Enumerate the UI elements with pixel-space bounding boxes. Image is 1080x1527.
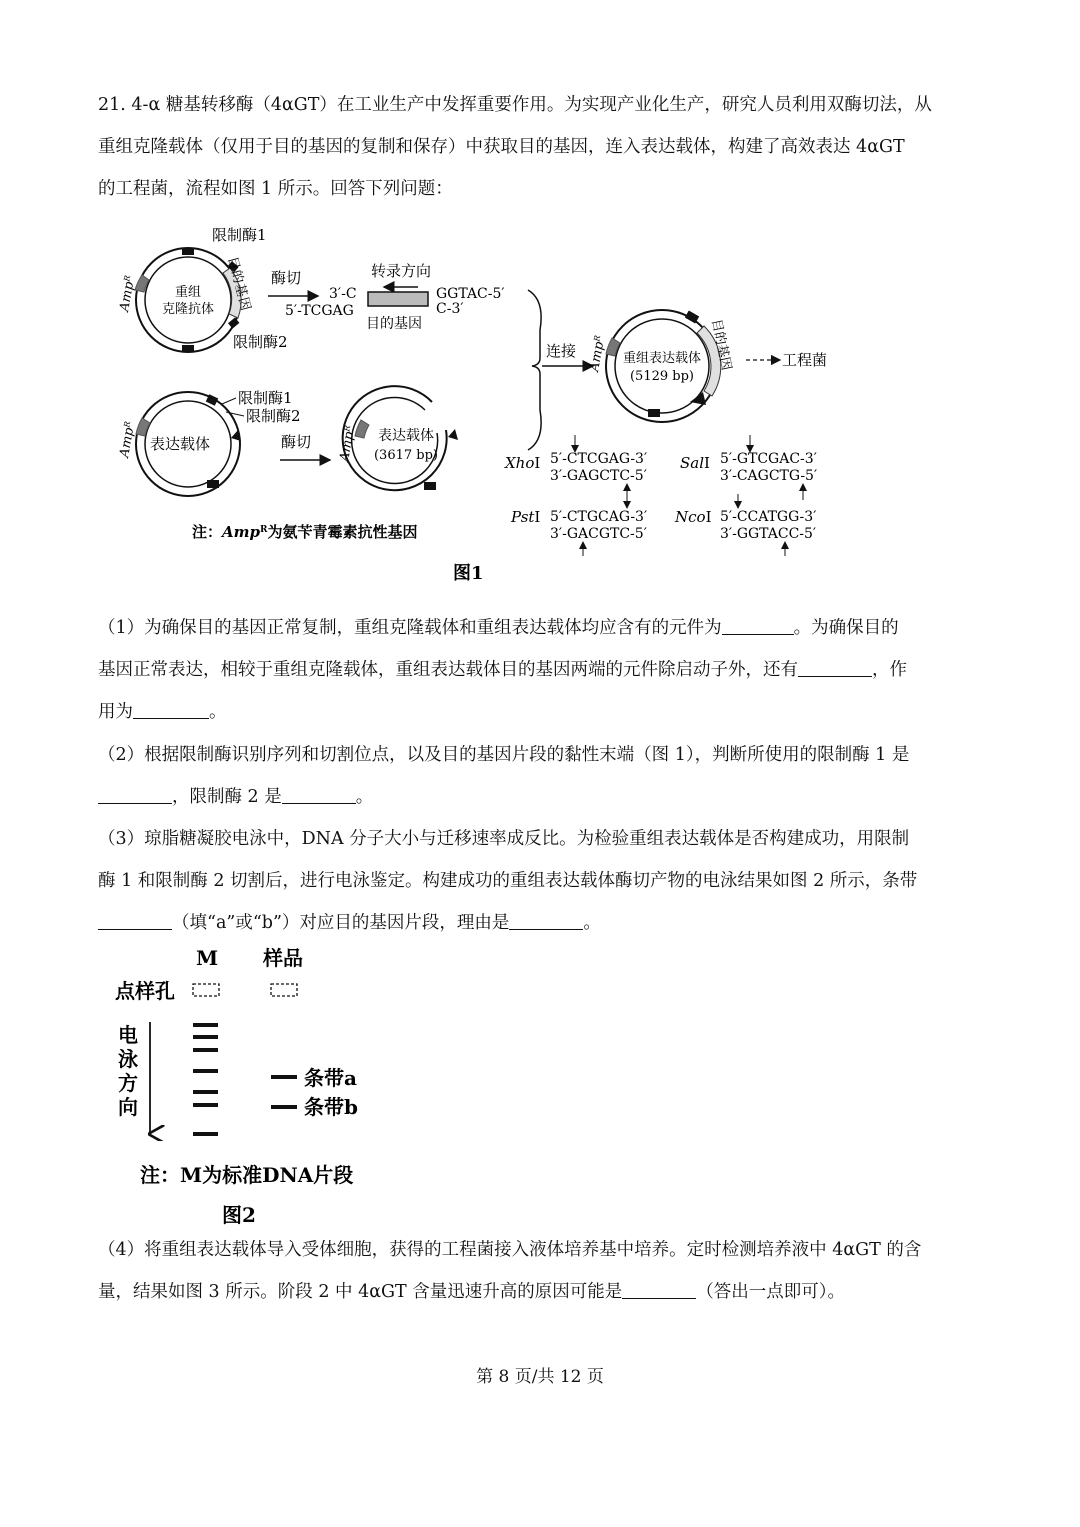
answer-blank-8[interactable] xyxy=(622,1281,696,1300)
amp-label-2: Amp$^R$ xyxy=(117,420,138,459)
page-footer: 第 8 页/共 12 页 xyxy=(476,1367,604,1387)
target-gene-label: 目的基因 xyxy=(366,316,422,332)
svg-text:5′-CTGCAG-3′: 5′-CTGCAG-3′ xyxy=(550,509,648,525)
figure1-caption: 图1 xyxy=(453,563,484,584)
sample-band-a xyxy=(271,1075,297,1079)
clone-vector-label-1: 重组 xyxy=(174,285,202,300)
site-sali xyxy=(680,435,817,500)
expression-vector-label: 表达载体 xyxy=(149,435,211,453)
recombinant-vector-size: (5129 bp) xyxy=(629,369,695,384)
sub3-text-d: 。 xyxy=(583,913,601,933)
sub4-text-a: （4）将重组表达载体导入受体细胞，获得的工程菌接入液体培养基中培养。定时检测培养液中 4αGT 的含 xyxy=(98,1240,922,1260)
ligation-label: 连接 xyxy=(546,342,577,360)
sub2-text-b: ，限制酶 2 是 xyxy=(172,787,282,807)
well-m xyxy=(193,984,219,996)
expression-vector-size: (3617 bp) xyxy=(373,448,439,463)
sub1-text-c: 基因正常表达，相较于重组克隆载体，重组表达载体目的基因两端的元件除启动子外，还有 xyxy=(98,660,798,680)
sub1-text-d: ，作 xyxy=(872,660,907,680)
svg-text:XhoⅠ: XhoⅠ xyxy=(505,454,541,472)
subquestion-2 xyxy=(98,734,982,818)
site-psti xyxy=(510,494,647,556)
enzyme2-label-top: 限制酶2 xyxy=(233,333,288,351)
svg-text:5′-CCATGG-3′: 5′-CCATGG-3′ xyxy=(720,509,817,525)
engineered-bacteria-label: 工程菌 xyxy=(782,351,828,369)
answer-blank-4[interactable] xyxy=(98,786,172,805)
answer-blank-6[interactable] xyxy=(98,912,172,931)
answer-blank-5[interactable] xyxy=(282,786,356,805)
subquestion-1 xyxy=(98,607,982,733)
expression-vector-label-2: 表达载体 xyxy=(378,428,434,444)
target-gene-fragment xyxy=(285,262,505,332)
direction-char-2: 泳 xyxy=(118,1047,138,1071)
digest-label-1: 酶切 xyxy=(271,269,302,287)
marker-band xyxy=(193,1132,218,1136)
sub3-text-b: 酶 1 和限制酶 2 切割后，进行电泳鉴定。构建成功的重组表达载体酶切产物的电泳结果如图 2 所示，条带 xyxy=(98,871,918,891)
marker-lane xyxy=(193,1023,218,1136)
gel-column-m: M xyxy=(196,946,219,970)
target-gene-vertical: 目的基因 xyxy=(224,255,254,314)
amp-label-3: Amp$^R$ xyxy=(587,334,608,373)
band-a-label: 条带a xyxy=(304,1066,357,1090)
sub3-text-c: （填“a”或“b”）对应目的基因片段，理由是 xyxy=(172,913,510,933)
sub1-text-f: 。 xyxy=(209,702,227,722)
marker-band xyxy=(193,1035,218,1039)
svg-text:3′-CAGCTG-5′: 3′-CAGCTG-5′ xyxy=(720,468,818,484)
figure-2 xyxy=(0,940,600,1230)
svg-text:3′-GGTACC-5′: 3′-GGTACC-5′ xyxy=(720,526,817,542)
sub4-text-b: 量，结果如图 3 所示。阶段 2 中 4αGT 含量迅速升高的原因可能是 xyxy=(98,1282,623,1302)
svg-text:NcoⅠ: NcoⅠ xyxy=(675,508,712,526)
figure2-caption: 图2 xyxy=(222,1203,256,1227)
direction-char-4: 向 xyxy=(118,1095,138,1119)
stem-line-1: 21. 4-α 糖基转移酶（4αGT）在工业生产中发挥重要作用。为实现产业化生产，研究人员利用双酶切法，从 xyxy=(98,95,932,115)
sub3-text-a: （3）琼脂糖凝胶电泳中，DNA 分子大小与迁移速率成反比。为检验重组表达载体是否构建成功，用限制 xyxy=(98,829,910,849)
svg-text:5′-GTCGAC-3′: 5′-GTCGAC-3′ xyxy=(720,451,817,467)
question-stem xyxy=(98,84,982,210)
digest-label-2: 酶切 xyxy=(281,433,312,451)
recombinant-vector-label: 重组表达载体 xyxy=(622,351,702,366)
marker-band xyxy=(193,1090,218,1094)
svg-text:3′-GAGCTC-5′: 3′-GAGCTC-5′ xyxy=(550,468,647,484)
subquestion-3 xyxy=(98,818,982,944)
clone-vector-label-2: 克隆抗体 xyxy=(161,302,215,317)
gel-column-sample: 样品 xyxy=(263,946,303,970)
enzyme1-label-bottom: 限制酶1 xyxy=(238,389,293,407)
site-xhoi xyxy=(504,435,647,500)
band-b-label: 条带b xyxy=(304,1095,358,1119)
answer-blank-1[interactable] xyxy=(722,617,794,636)
left-top-end: 3′-C xyxy=(329,286,357,302)
site-ncoi xyxy=(674,494,816,556)
svg-text:3′-GACGTC-5′: 3′-GACGTC-5′ xyxy=(550,526,647,542)
answer-blank-7[interactable] xyxy=(509,912,583,931)
answer-blank-2[interactable] xyxy=(798,659,872,678)
stem-line-2: 重组克隆载体（仅用于目的基因的复制和保存）中获取目的基因，连入表达载体，构建了高效表达 4αGT xyxy=(98,137,905,157)
enzyme1-label-top: 限制酶1 xyxy=(212,226,267,244)
opened-expression-vector xyxy=(337,386,458,490)
recombinant-clone-vector xyxy=(117,226,288,352)
figure1-note: 注：Amp$^R$为氨苄青霉素抗性基因 xyxy=(192,523,418,541)
enzyme2-label-bottom: 限制酶2 xyxy=(246,407,301,425)
marker-band xyxy=(193,1048,218,1052)
right-top-end: GGTAC-5′ xyxy=(436,286,505,302)
well-label: 点样孔 xyxy=(115,979,175,1003)
figure2-note: 注：M为标准DNA片段 xyxy=(140,1163,354,1187)
stem-line-3: 的工程菌，流程如图 1 所示。回答下列问题： xyxy=(98,179,453,199)
svg-text:5′-CTCGAG-3′: 5′-CTCGAG-3′ xyxy=(550,451,648,467)
amp-label-4: Amp$^R$ xyxy=(337,424,358,463)
svg-text:PstⅠ: PstⅠ xyxy=(511,508,541,526)
target-gene-box xyxy=(368,292,428,306)
target-gene-vertical-2: 目的基因 xyxy=(708,317,734,372)
figure-1 xyxy=(0,215,1080,590)
expression-vector xyxy=(117,389,301,496)
direction-char-1: 电 xyxy=(118,1023,138,1047)
direction-char-3: 方 xyxy=(118,1071,138,1095)
marker-band xyxy=(193,1103,218,1107)
amp-label-1: Amp$^R$ xyxy=(117,274,138,313)
right-bottom-end: C-3′ xyxy=(436,301,464,317)
well-sample xyxy=(271,984,297,996)
recombinant-expression-vector xyxy=(587,310,734,422)
sub1-text-e: 用为 xyxy=(98,702,133,722)
sub2-text-c: 。 xyxy=(355,787,374,807)
transcription-direction-label: 转录方向 xyxy=(371,262,432,280)
sub1-text-a: （1）为确保目的基因正常复制，重组克隆载体和重组表达载体均应含有的元件为 xyxy=(98,618,722,638)
left-bottom-end: 5′-TCGAG xyxy=(285,303,354,319)
sub1-text-b: 。为确保目的 xyxy=(793,618,899,638)
sub2-text-a: （2）根据限制酶识别序列和切割位点，以及目的基因片段的黏性末端（图 1），判断所使用的限制酶 1 是 xyxy=(98,745,910,765)
subquestion-4 xyxy=(98,1229,982,1313)
sub4-text-c: （答出一点即可）。 xyxy=(696,1282,845,1302)
sample-band-b xyxy=(271,1105,297,1109)
marker-band xyxy=(193,1023,218,1027)
answer-blank-3[interactable] xyxy=(133,701,209,720)
marker-band xyxy=(193,1069,218,1073)
svg-text:SalⅠ: SalⅠ xyxy=(680,454,710,472)
ligation-brace xyxy=(528,290,541,450)
